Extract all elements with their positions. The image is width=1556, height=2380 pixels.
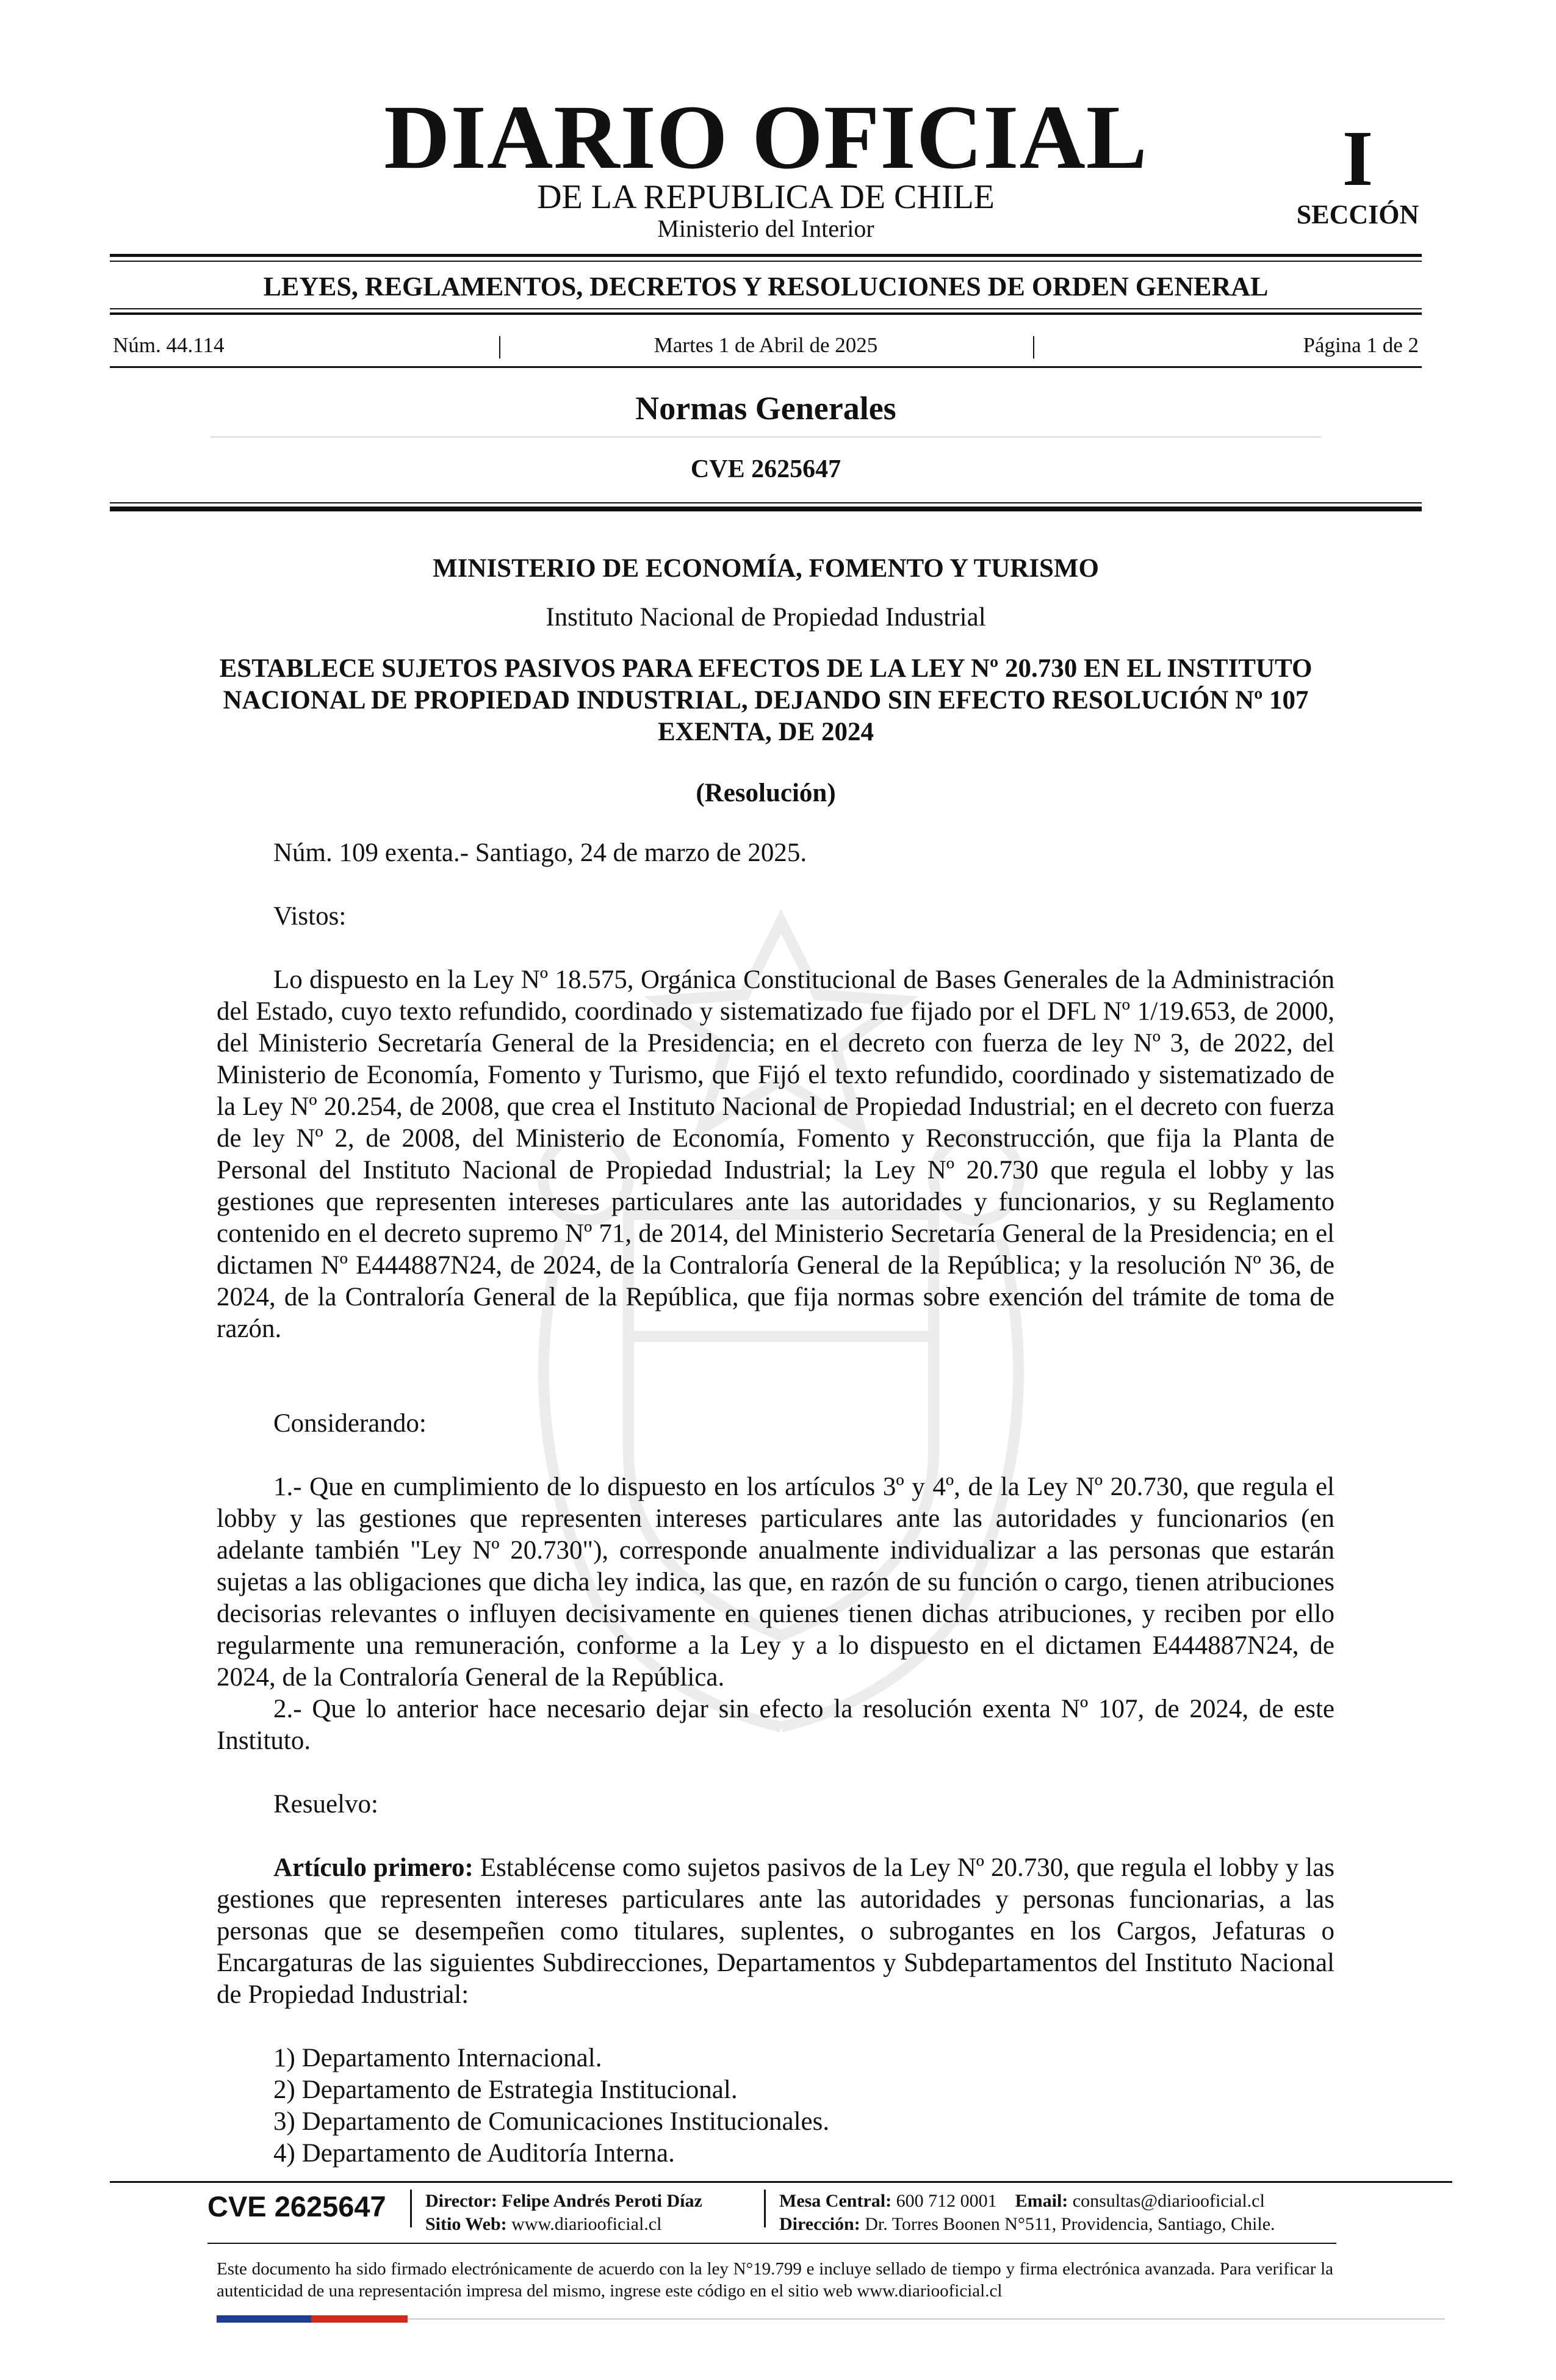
edition-number: Núm. 44.114 bbox=[113, 333, 225, 357]
ministry-title: MINISTERIO DE ECONOMÍA, FOMENTO Y TURISMO bbox=[433, 554, 1099, 583]
newspaper-subtitle: DE LA REPUBLICA DE CHILE bbox=[537, 178, 995, 216]
phone-label: Mesa Central: bbox=[779, 2191, 892, 2211]
resuelvo-label: Resuelvo: bbox=[273, 1790, 378, 1819]
footer-rule-top bbox=[110, 2181, 1452, 2183]
website-label: Sitio Web: bbox=[425, 2214, 507, 2234]
website-link[interactable]: www.diariooficial.cl bbox=[511, 2214, 662, 2234]
category-banner: LEYES, REGLAMENTOS, DECRETOS Y RESOLUCIONES DE ORDEN GENERAL bbox=[263, 272, 1269, 301]
resolution-number-date: Núm. 109 exenta.- Santiago, 24 de marzo de 2025. bbox=[273, 838, 807, 867]
cve-rule-thin bbox=[110, 502, 1422, 503]
category-rule-thick bbox=[110, 312, 1422, 315]
institute-name: Instituto Nacional de Propiedad Industrial bbox=[546, 603, 986, 632]
flag-stripe-blue bbox=[217, 2315, 311, 2323]
section-title-underline bbox=[211, 436, 1321, 438]
vistos-paragraph: Lo dispuesto en la Ley Nº 18.575, Orgánica Constitucional de Bases Generales de la Administración del Estado, cuyo texto refundido, coordinado y sistematizado fue fijado por el DFL Nº 1/19.653, de 2000, del Ministerio Secretaría General de la Presidencia; en el decreto con fuerza de ley Nº 3, de 2022, del Ministerio de Economía, Fomento y Turismo, que Fijó el texto refundido, coordinado y sistematizado de la Ley Nº 20.254, de 2008, que crea el Instituto Nacional de Propiedad Industrial; en el decreto con fuerza de ley Nº 2, de 2008, del Ministerio de Economía, Fomento y Reconstrucción, que fija la Planta de Personal del Instituto Nacional de Propiedad Industrial; la Ley Nº 20.730 que regula el lobby y las gestiones que representen intereses particulares ante las autoridades y funcionarios, y su Reglamento contenido en el decreto supremo Nº 71, de 2014, del Ministerio Secretaría General de la Presidencia; en el dictamen Nº E444887N24, de 2024, de la Contraloría General de la República; y la resolución Nº 36, de 2024, de la Contraloría General de la República, que fija normas sobre exención del trámite de toma de razón. bbox=[217, 965, 1334, 1343]
cve-rule-thick bbox=[110, 507, 1422, 511]
footer-rule-middle bbox=[207, 2243, 1336, 2244]
edition-date: Martes 1 de Abril de 2025 bbox=[654, 333, 878, 357]
footer-cve-code: CVE 2625647 bbox=[207, 2190, 386, 2223]
article-first-paragraph bbox=[217, 1852, 1334, 2011]
document-type: (Resolución) bbox=[696, 779, 836, 807]
resolution-heading: ESTABLECE SUJETOS PASIVOS PARA EFECTOS DE LA LEY Nº 20.730 EN EL INSTITUTO NACIONAL DE PROPIEDAD INDUSTRIAL, DEJANDO SIN EFECTO RESOLUCIÓN Nº 107 EXENTA, DE 2024 bbox=[219, 654, 1313, 746]
edition-separator: | bbox=[1031, 331, 1037, 359]
section-number: I bbox=[1342, 115, 1374, 203]
phone-number: 600 712 0001 bbox=[896, 2191, 997, 2211]
considerando-paragraph-2: 2.- Que lo anterior hace necesario dejar sin efecto la resolución exenta Nº 107, de 2024, de este Instituto. bbox=[217, 1695, 1334, 1755]
footer-rule-bottom bbox=[408, 2318, 1445, 2320]
footer-director-block bbox=[425, 2190, 702, 2236]
article-label: Artículo primero: bbox=[273, 1853, 474, 1882]
department-list bbox=[217, 2043, 1334, 2169]
newspaper-title: DIARIO OFICIAL bbox=[384, 87, 1148, 188]
considerando-paragraph-1: 1.- Que en cumplimiento de lo dispuesto en los artículos 3º y 4º, de la Ley Nº 20.730, que regula el lobby y las gestiones que representen intereses particulares ante las autoridades y funcionarios (en adelante también "Ley Nº 20.730"), corresponde anualmente individualizar a las personas que estarán sujetas a las obligaciones que dicha ley indica, las que, en razón de su función o cargo, tienen atribuciones decisorias relevantes o influyen decisivamente en quienes tienen dichas atribuciones, y reciben por ello regularmente una remuneración, conforme a la Ley y a lo dispuesto en el dictamen E444887N24, de 2024, de la Contraloría General de la República. bbox=[217, 1473, 1334, 1692]
email-link[interactable]: consultas@diariooficial.cl bbox=[1072, 2191, 1265, 2211]
page-indicator: Página 1 de 2 bbox=[1303, 333, 1419, 357]
list-item: 2) Departamento de Estrategia Institucional. bbox=[273, 2075, 738, 2104]
list-item: 3) Departamento de Comunicaciones Institucionales. bbox=[273, 2107, 830, 2136]
footer-contact-block bbox=[779, 2190, 1275, 2236]
footer-divider bbox=[410, 2190, 412, 2227]
edition-separator: | bbox=[497, 331, 503, 359]
director-label: Director: bbox=[425, 2191, 497, 2211]
section-label: SECCIÓN bbox=[1296, 200, 1419, 229]
footer-divider bbox=[764, 2190, 766, 2227]
article-text: Establécense como sujetos pasivos de la Ley Nº 20.730, que regula el lobby y las gestiones que representen intereses particulares ante las autoridades y personas funcionarias, a las personas que se desempeñen como titulares, suplentes, o subrogantes en los Cargos, Jefaturas o Encargaturas de las siguientes Subdirecciones, Departamentos y Subdepartamentos del Instituto Nacional de Propiedad Industrial: bbox=[217, 1853, 1334, 2009]
address-text: Dr. Torres Boonen N°511, Providencia, Santiago, Chile. bbox=[865, 2214, 1275, 2234]
email-label: Email: bbox=[1015, 2191, 1068, 2211]
signature-note: Este documento ha sido firmado electrónicamente de acuerdo con la ley N°19.799 e incluye sellado de tiempo y firma electrónica avanzada. Para verificar la autenticidad de una representación impresa del mismo, ingrese este código en el sitio web www.diariooficial.cl bbox=[217, 2259, 1333, 2301]
edition-rule bbox=[110, 366, 1422, 368]
header-rule-thin bbox=[110, 261, 1422, 262]
address-label: Dirección: bbox=[779, 2214, 860, 2234]
section-title: Normas Generales bbox=[635, 390, 896, 427]
considerando-label: Considerando: bbox=[273, 1409, 427, 1438]
cve-code: CVE 2625647 bbox=[690, 455, 841, 483]
header-rule-thick bbox=[110, 254, 1422, 257]
list-item: 1) Departamento Internacional. bbox=[273, 2044, 602, 2072]
director-name: Felipe Andrés Peroti Díaz bbox=[502, 2191, 702, 2211]
ministry-line: Ministerio del Interior bbox=[657, 215, 874, 242]
category-rule-thin bbox=[110, 308, 1422, 309]
vistos-label: Vistos: bbox=[273, 902, 347, 931]
flag-stripe-red bbox=[311, 2315, 408, 2323]
list-item: 4) Departamento de Auditoría Interna. bbox=[273, 2139, 675, 2168]
